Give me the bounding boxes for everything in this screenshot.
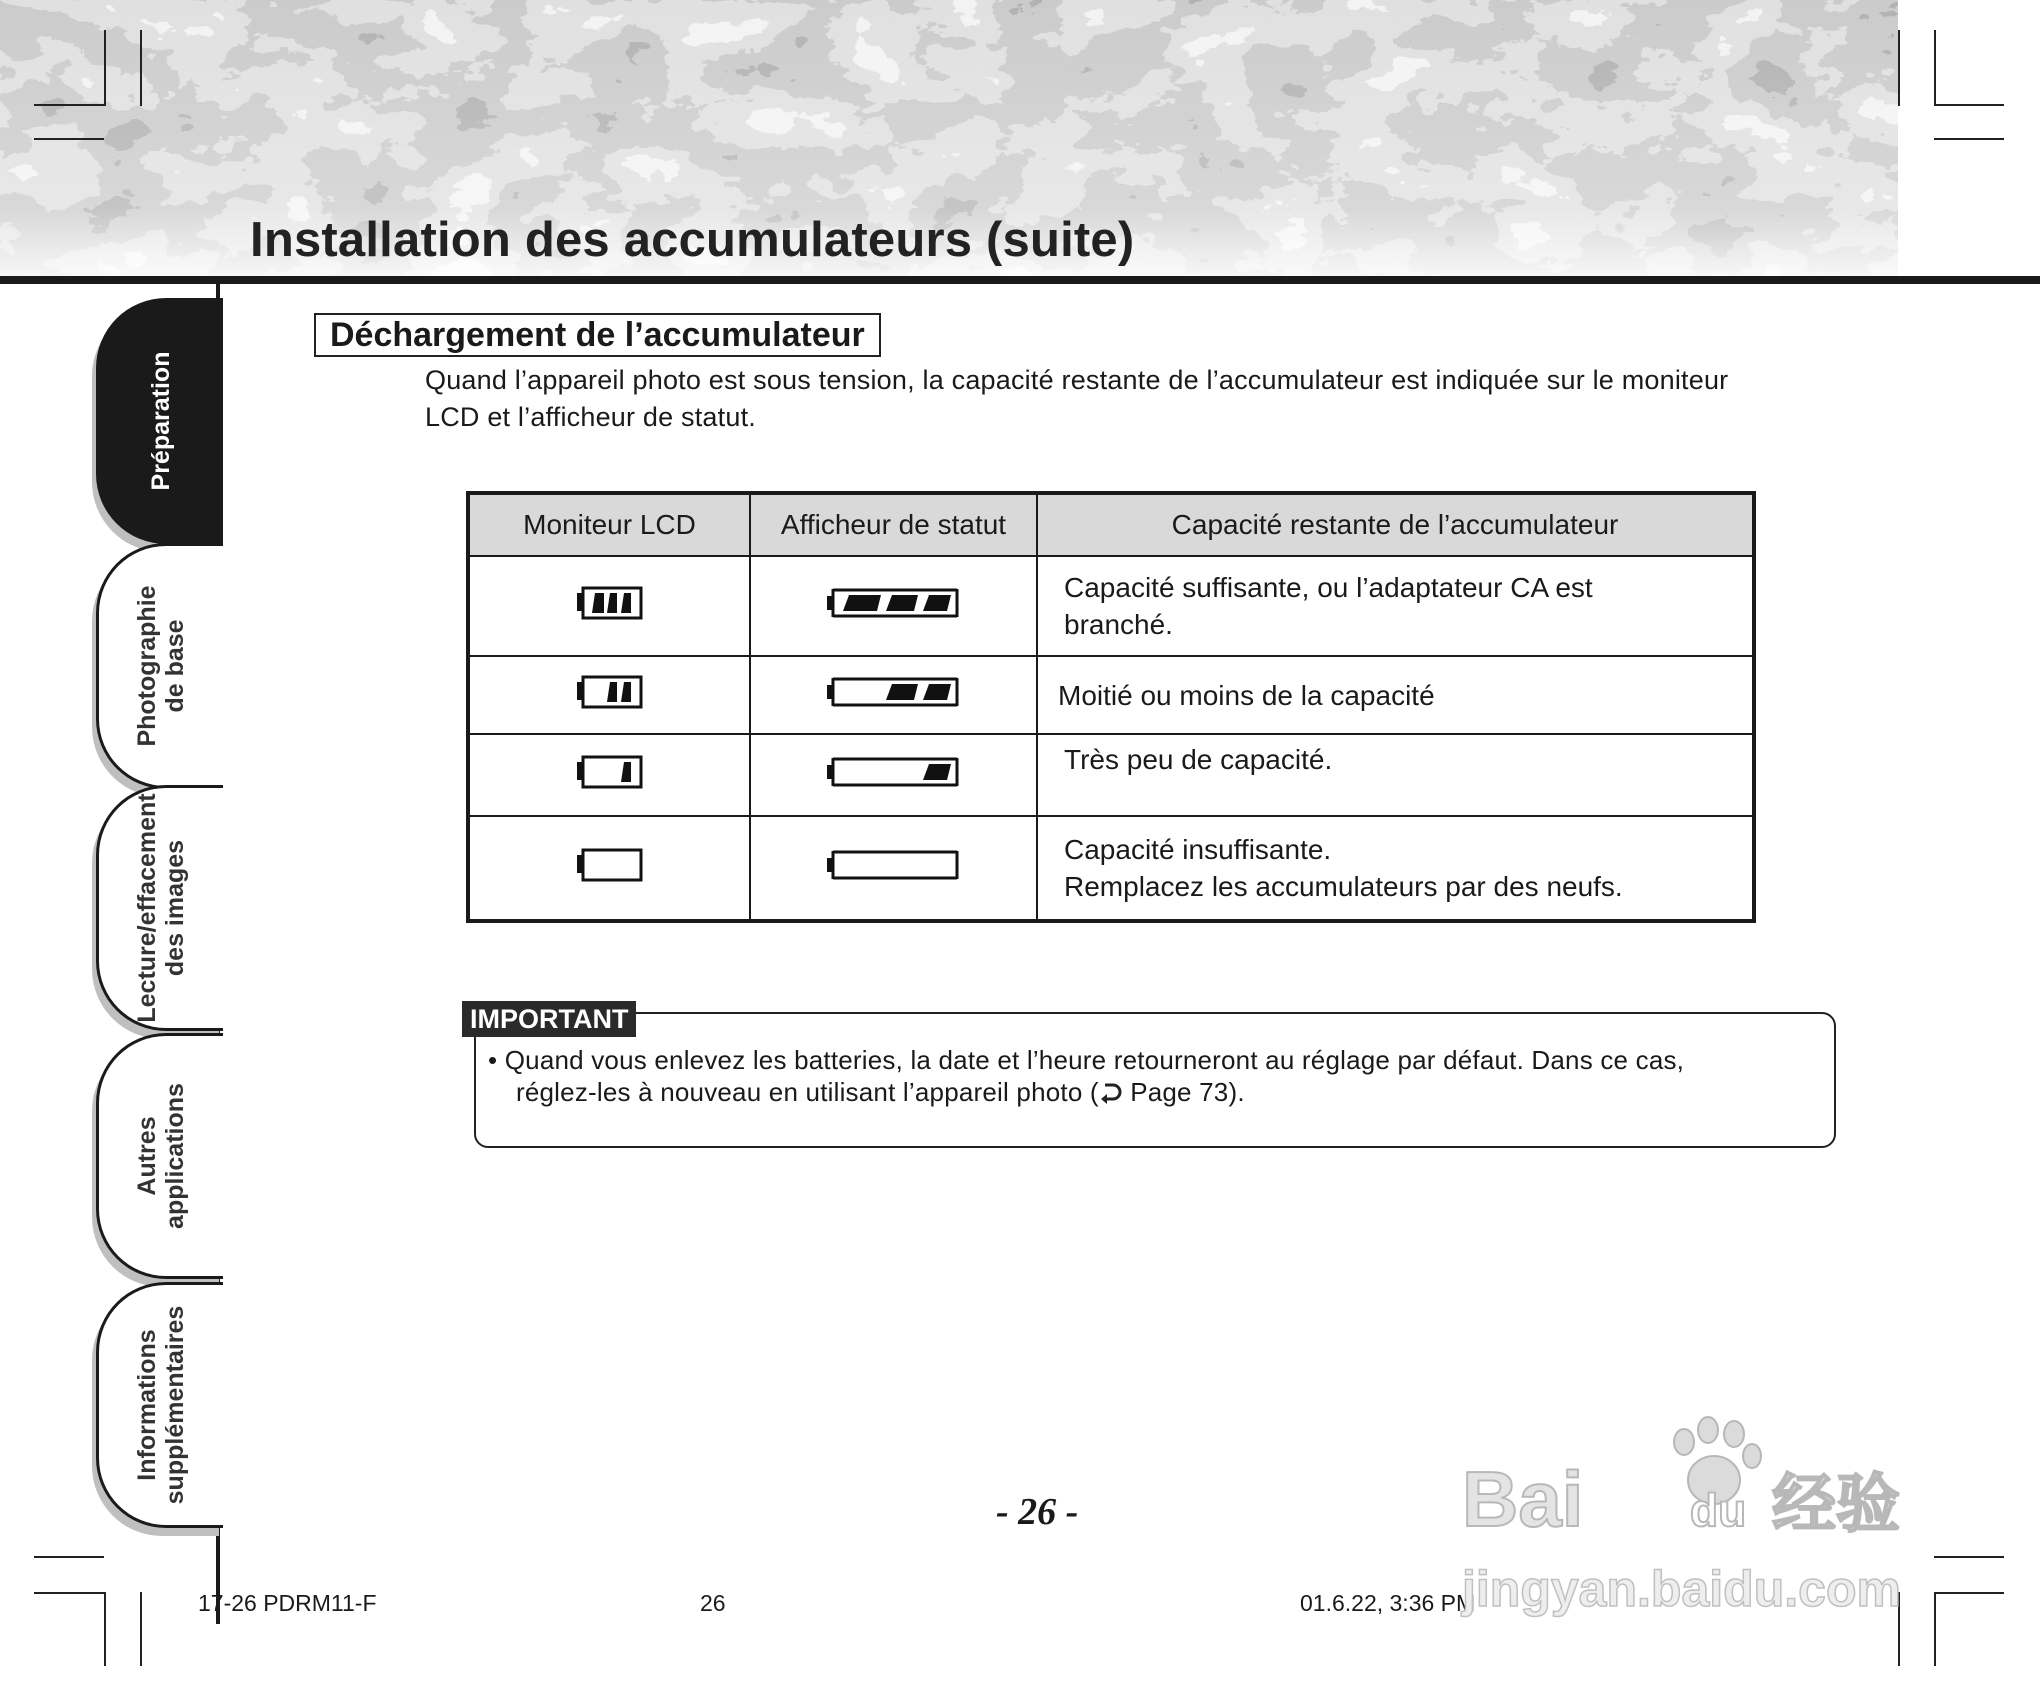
page-title: Installation des accumulateurs (suite) <box>250 213 1135 267</box>
intro-paragraph: Quand l’appareil photo est sous tension, la capacité restante de l’accumulateur est indiquée sur le moniteur LCD et l’afficheur de statut. <box>425 365 1729 432</box>
bullet: • <box>488 1045 498 1075</box>
table-header-row <box>468 493 1754 556</box>
header-capacity: Capacité restante de l’accumulateur <box>1037 493 1754 556</box>
battery-half-icon <box>575 674 645 710</box>
tab-informations-supplementaires[interactable] <box>96 1282 223 1528</box>
section-heading: Déchargement de l’accumulateur <box>314 313 881 357</box>
page-reference-arrow-icon <box>1099 1080 1123 1104</box>
important-label: IMPORTANT <box>462 1001 636 1037</box>
tab-label: Informations supplémentaires <box>133 1305 189 1505</box>
footer-right: 01.6.22, 3:36 PM <box>1300 1590 1476 1616</box>
tab-label: Autres applications <box>133 1083 189 1229</box>
footer-left: 17-26 PDRM11-F <box>198 1590 377 1616</box>
battery-table <box>466 491 1756 923</box>
battery-low-icon <box>575 754 645 790</box>
battery-status-empty-icon <box>826 848 962 882</box>
important-text: • Quand vous enlevez les batteries, la date et l’heure retourneront au réglage par défaut. Dans ce cas, réglez-les à nouveau en utilisant l’appareil photo ( Page 73). <box>488 1045 1685 1107</box>
battery-empty-icon <box>575 847 645 883</box>
tab-lecture-effacement[interactable] <box>96 785 223 1031</box>
table-row: Capacité suffisante, ou l’adaptateur CA est branché. <box>468 556 1754 656</box>
tab-preparation[interactable] <box>96 298 223 544</box>
svg-text:Bai: Bai <box>1462 1455 1584 1543</box>
battery-full-icon <box>575 585 645 621</box>
tab-label: Photographie de base <box>133 585 189 747</box>
table-row: Moitié ou moins de la capacité <box>468 656 1754 734</box>
header-status: Afficheur de statut <box>750 493 1037 556</box>
page-number: - 26 - <box>996 1491 1079 1533</box>
battery-status-full-icon <box>826 586 962 620</box>
svg-text:经验: 经验 <box>1772 1468 1900 1542</box>
baidu-watermark-logo <box>1452 1400 1932 1620</box>
header-rule <box>0 276 2040 284</box>
tab-label: Lecture/effacement des images <box>133 793 189 1023</box>
tab-autres-applications[interactable] <box>96 1033 223 1279</box>
footer-center: 26 <box>700 1590 726 1616</box>
table-row: Capacité insuffisante. Remplacez les accumulateurs par des neufs. <box>468 816 1754 921</box>
battery-status-half-icon <box>826 675 962 709</box>
tab-photographie-de-base[interactable] <box>96 543 223 789</box>
tab-label: Préparation <box>147 351 175 491</box>
svg-text:jingyan.baidu.com: jingyan.baidu.com <box>1462 1561 1901 1617</box>
header-lcd: Moniteur LCD <box>468 493 750 556</box>
battery-status-low-icon <box>826 755 962 789</box>
svg-text:du: du <box>1690 1484 1747 1536</box>
table-row: Très peu de capacité. <box>468 734 1754 816</box>
